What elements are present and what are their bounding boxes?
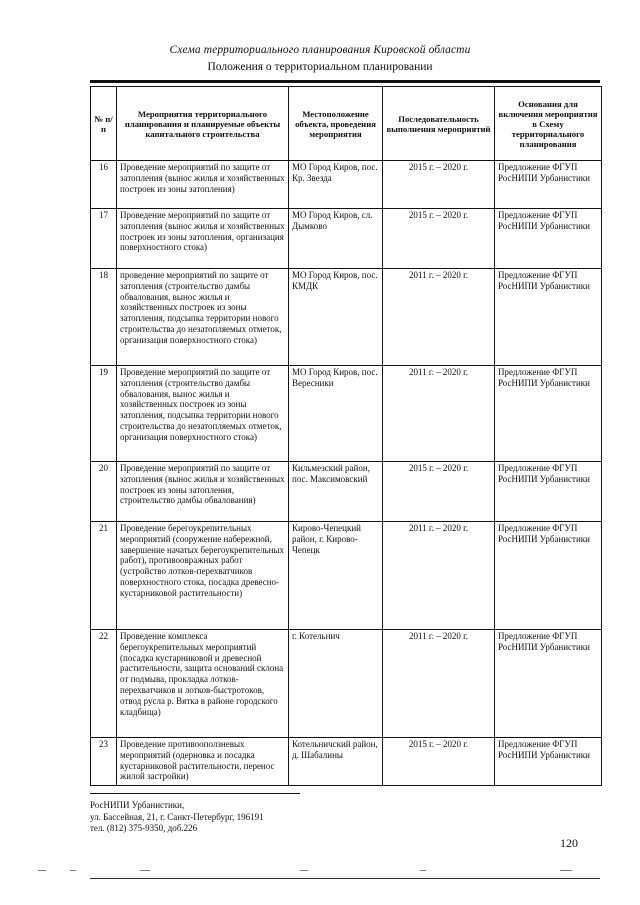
- footer-organization: РосНИПИ Урбанистики,: [90, 800, 185, 810]
- scan-artifact: [140, 870, 150, 871]
- row-period: 2015 г. – 2020 г.: [383, 462, 495, 522]
- column-header-location: Местоположение объекта, проведения мероприятия: [289, 87, 383, 161]
- footer-rule: [90, 793, 300, 794]
- row-measure: Проведение мероприятий по защите от затопления (вынос жилья и хозяйственных построек из зоны затопления): [117, 161, 289, 209]
- row-period: 2015 г. – 2020 г.: [383, 738, 495, 786]
- row-period: 2011 г. – 2020 г.: [383, 630, 495, 738]
- table-row: [91, 366, 602, 462]
- scan-artifact: [420, 870, 426, 871]
- row-location: Кильмезский район, пос. Максимовский: [289, 462, 383, 522]
- footer-block: [90, 800, 264, 835]
- row-location: МО Город Киров, пос. Кр. Звезда: [289, 161, 383, 209]
- row-location: МО Город Киров, пос. КМДК: [289, 269, 383, 366]
- column-header-number: № п/п: [91, 87, 117, 161]
- scan-artifact: [300, 870, 308, 871]
- row-number: 22: [91, 630, 117, 738]
- row-measure: Проведение мероприятий по защите от затопления (вынос жилья и хозяйственных построек из зоны затопления, строительство дамбы обвалования): [117, 462, 289, 522]
- row-basis: Предложение ФГУП РосНИПИ Урбанистики: [495, 366, 602, 462]
- row-period: 2015 г. – 2020 г.: [383, 161, 495, 209]
- footer-phone: тел. (812) 375-9350, доб.226: [90, 823, 198, 834]
- row-measure: Проведение противооползневых мероприятий (одерновка и посадка кустарниковой растительности, перенос жилой застройки): [117, 738, 289, 786]
- row-location: МО Город Киров, сл. Дымково: [289, 209, 383, 269]
- scan-artifact: [560, 870, 572, 871]
- table-row: [91, 209, 602, 269]
- row-number: 17: [91, 209, 117, 269]
- table-row: [91, 161, 602, 209]
- row-basis: Предложение ФГУП РосНИПИ Урбанистики: [495, 209, 602, 269]
- row-number: 19: [91, 366, 117, 462]
- footer-address: ул. Бассейная, 21, г. Санкт-Петербург, 196191: [90, 811, 264, 822]
- row-basis: Предложение ФГУП РосНИПИ Урбанистики: [495, 161, 602, 209]
- column-header-period: Последовательность выполнения мероприятий: [383, 87, 495, 161]
- row-period: 2015 г. – 2020 г.: [383, 209, 495, 269]
- row-basis: Предложение ФГУП РосНИПИ Урбанистики: [495, 738, 602, 786]
- row-basis: Предложение ФГУП РосНИПИ Урбанистики: [495, 630, 602, 738]
- row-number: 16: [91, 161, 117, 209]
- row-period: 2011 г. – 2020 г.: [383, 269, 495, 366]
- scan-artifact: [70, 870, 76, 871]
- row-number: 18: [91, 269, 117, 366]
- row-number: 20: [91, 462, 117, 522]
- row-measure: Проведение мероприятий по защите от затопления (вынос жилья и хозяйственных построек из зоны затопления, организация поверхностного стока): [117, 209, 289, 269]
- page-number: 120: [560, 836, 578, 850]
- row-basis: Предложение ФГУП РосНИПИ Урбанистики: [495, 522, 602, 630]
- measures-table: [90, 86, 602, 786]
- document-title: Схема территориального планирования Кировской области: [169, 44, 471, 56]
- row-basis: Предложение ФГУП РосНИПИ Урбанистики: [495, 269, 602, 366]
- document-subtitle: Положения о территориальном планировании: [207, 61, 433, 73]
- row-measure: Проведение мероприятий по защите от затопления (строительство дамбы обвалования, вынос жилья и хозяйственных построек из зоны затопления, подсыпка территории нового строительства до незатопляемых отметок, организация поверхностного стока): [117, 366, 289, 462]
- table-row: [91, 738, 602, 786]
- table-header-row: [91, 87, 602, 161]
- row-measure: Проведение берегоукрепительных мероприятий (сооружение набережной, завершение начатых берегоукрепительных работ), противоовражных работ (устройство лотков-перехватчиков поверхностного стока, посадка древесно-кустарниковой растительности): [117, 522, 289, 630]
- table-row: [91, 630, 602, 738]
- bottom-rule: [90, 878, 600, 879]
- table-row: [91, 522, 602, 630]
- row-location: Котельничский район, д. Шабалины: [289, 738, 383, 786]
- row-number: 23: [91, 738, 117, 786]
- row-measure: Проведение комплекса берегоукрепительных мероприятий (посадка кустарниковой и древесной растительности, защита оснований склона от подмыва, прокладка лотков-перехватчиков и лотков-быстротоков, отвод русла р. Вятка в районе городского кладбища): [117, 630, 289, 738]
- table-row: [91, 462, 602, 522]
- scan-artifact: [38, 870, 46, 871]
- row-period: 2011 г. – 2020 г.: [383, 366, 495, 462]
- column-header-basis: Основания для включения мероприятия в Схему территориального планирования: [495, 87, 602, 161]
- row-location: г. Котельнич: [289, 630, 383, 738]
- column-header-measure: Мероприятия территориального планирования и планируемые объекты капитального строительства: [117, 87, 289, 161]
- row-basis: Предложение ФГУП РосНИПИ Урбанистики: [495, 462, 602, 522]
- table-row: [91, 269, 602, 366]
- row-number: 21: [91, 522, 117, 630]
- row-location: Кирово-Чепецкий район, г. Кирово-Чепецк: [289, 522, 383, 630]
- header-rule: [90, 80, 600, 83]
- row-measure: проведение мероприятий по защите от затопления (строительство дамбы обвалования, вынос жилья и хозяйственных построек из зоны затопления, подсыпка территории нового строительства до незатопляемых отметок, организация поверхностного стока): [117, 269, 289, 366]
- row-period: 2011 г. – 2020 г.: [383, 522, 495, 630]
- row-location: МО Город Киров, пос. Вересники: [289, 366, 383, 462]
